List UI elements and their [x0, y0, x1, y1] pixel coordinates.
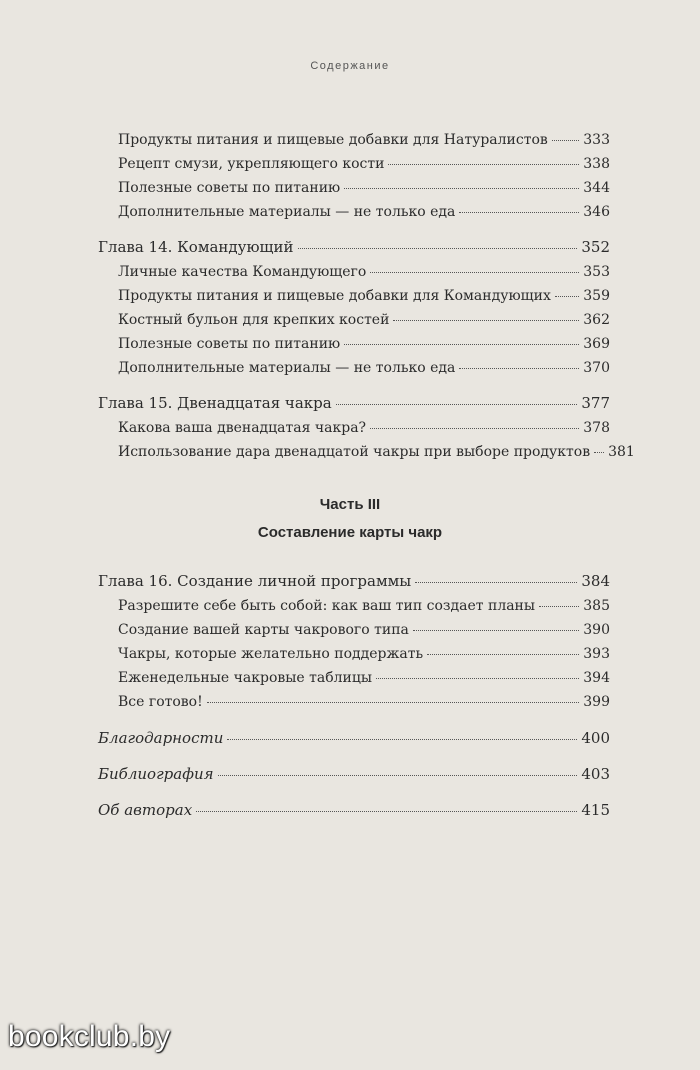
toc-entry[interactable] — [118, 443, 635, 461]
leader-dots — [207, 701, 580, 703]
toc-entry[interactable] — [118, 131, 610, 149]
toc-entry[interactable] — [118, 621, 610, 639]
toc-entry-page: 415 — [581, 801, 610, 819]
leader-dots — [427, 653, 579, 655]
toc-entry-page: 394 — [583, 670, 610, 686]
toc-entry-title: Дополнительные материалы — не только еда — [118, 204, 456, 220]
toc-entry[interactable] — [118, 419, 610, 437]
toc-entry-title: Продукты питания и пищевые добавки для Командующих — [118, 288, 551, 304]
site-watermark: bookclub.by — [8, 1020, 171, 1053]
part-label: Часть III — [319, 496, 381, 513]
toc-entry-title: Библиография — [98, 765, 214, 783]
toc-entry-page: 359 — [583, 288, 610, 304]
toc-entry[interactable] — [118, 693, 610, 711]
toc-chapter-page: 377 — [581, 394, 610, 412]
toc-entry[interactable] — [118, 203, 610, 221]
toc-entry[interactable] — [118, 335, 610, 353]
leader-dots — [415, 581, 577, 583]
leader-dots — [196, 810, 577, 812]
toc-entry-title: Все готово! — [118, 694, 203, 710]
toc-entry-page: 381 — [608, 444, 635, 460]
leader-dots — [552, 139, 580, 141]
leader-dots — [344, 187, 579, 189]
toc-entry-page: 390 — [583, 622, 610, 638]
toc-entry-page: 399 — [583, 694, 610, 710]
toc-entry-title: Костный бульон для крепких костей — [118, 312, 390, 328]
toc-entry-title: Создание вашей карты чакрового типа — [118, 622, 409, 638]
toc-entry-title: Какова ваша двенадцатая чакра? — [118, 420, 367, 436]
toc-chapter-16[interactable] — [98, 572, 610, 590]
toc-entry-title: Личные качества Командующего — [118, 264, 367, 280]
toc-backmatter-acknowledgements[interactable] — [98, 729, 610, 747]
toc-entry-page: 333 — [583, 132, 610, 148]
toc-entry-title: Еженедельные чакровые таблицы — [118, 670, 373, 686]
toc-entry-page: 344 — [583, 180, 610, 196]
part-subtitle: Составление карты чакр — [257, 524, 443, 541]
toc-entry[interactable] — [118, 359, 610, 377]
toc-entry[interactable] — [118, 287, 610, 305]
toc-entry[interactable] — [118, 155, 610, 173]
toc-entry-title: Использование дара двенадцатой чакры при выборе продуктов — [118, 444, 591, 460]
toc-chapter-title: Глава 16. Создание личной программы — [98, 572, 412, 590]
toc-entry[interactable] — [118, 669, 610, 687]
toc-chapter-title: Глава 15. Двенадцатая чакра — [98, 394, 332, 412]
toc-entry-title: Дополнительные материалы — не только еда — [118, 360, 456, 376]
toc-entry-title: Полезные советы по питанию — [118, 336, 341, 352]
toc-entry-title: Продукты питания и пищевые добавки для Натуралистов — [118, 132, 548, 148]
toc-entry-page: 403 — [581, 765, 610, 783]
toc-entry[interactable] — [118, 311, 610, 329]
leader-dots — [555, 295, 579, 297]
page-header: Содержание — [310, 60, 390, 72]
toc-entry-page: 393 — [583, 646, 610, 662]
toc-backmatter-bibliography[interactable] — [98, 765, 610, 783]
toc-chapter-14[interactable] — [98, 238, 610, 256]
toc-entry-page: 378 — [583, 420, 610, 436]
toc-entry-page: 346 — [583, 204, 610, 220]
leader-dots — [539, 605, 579, 607]
toc-chapter-15[interactable] — [98, 394, 610, 412]
toc-chapter-page: 384 — [581, 572, 610, 590]
leader-dots — [370, 271, 579, 273]
toc-chapter-page: 352 — [581, 238, 610, 256]
leader-dots — [370, 427, 579, 429]
toc-backmatter-authors[interactable] — [98, 801, 610, 819]
toc-chapter-title: Глава 14. Командующий — [98, 238, 294, 256]
toc-entry-page: 353 — [583, 264, 610, 280]
toc-entry[interactable] — [118, 179, 610, 197]
toc-entry-page: 370 — [583, 360, 610, 376]
leader-dots — [376, 677, 579, 679]
toc-entry-page: 369 — [583, 336, 610, 352]
toc-entry-page: 400 — [581, 729, 610, 747]
toc-entry-title: Чакры, которые желательно поддержать — [118, 646, 424, 662]
toc-entry[interactable] — [118, 645, 610, 663]
toc-entry-page: 362 — [583, 312, 610, 328]
toc-entry[interactable] — [118, 597, 610, 615]
leader-dots — [336, 403, 578, 405]
leader-dots — [594, 451, 604, 453]
toc-entry-title: Рецепт смузи, укрепляющего кости — [118, 156, 385, 172]
leader-dots — [218, 774, 578, 776]
toc-entry-title: Разрешите себе быть собой: как ваш тип создает планы — [118, 598, 536, 614]
leader-dots — [459, 367, 579, 369]
toc-entry-title: Об авторах — [98, 801, 193, 819]
toc-entry[interactable] — [118, 263, 610, 281]
leader-dots — [413, 629, 579, 631]
leader-dots — [227, 738, 577, 740]
toc-entry-title: Благодарности — [98, 729, 224, 747]
toc-entry-title: Полезные советы по питанию — [118, 180, 341, 196]
toc-entry-page: 338 — [583, 156, 610, 172]
leader-dots — [388, 163, 579, 165]
leader-dots — [298, 247, 578, 249]
leader-dots — [393, 319, 579, 321]
leader-dots — [344, 343, 579, 345]
leader-dots — [459, 211, 579, 213]
toc-entry-page: 385 — [583, 598, 610, 614]
